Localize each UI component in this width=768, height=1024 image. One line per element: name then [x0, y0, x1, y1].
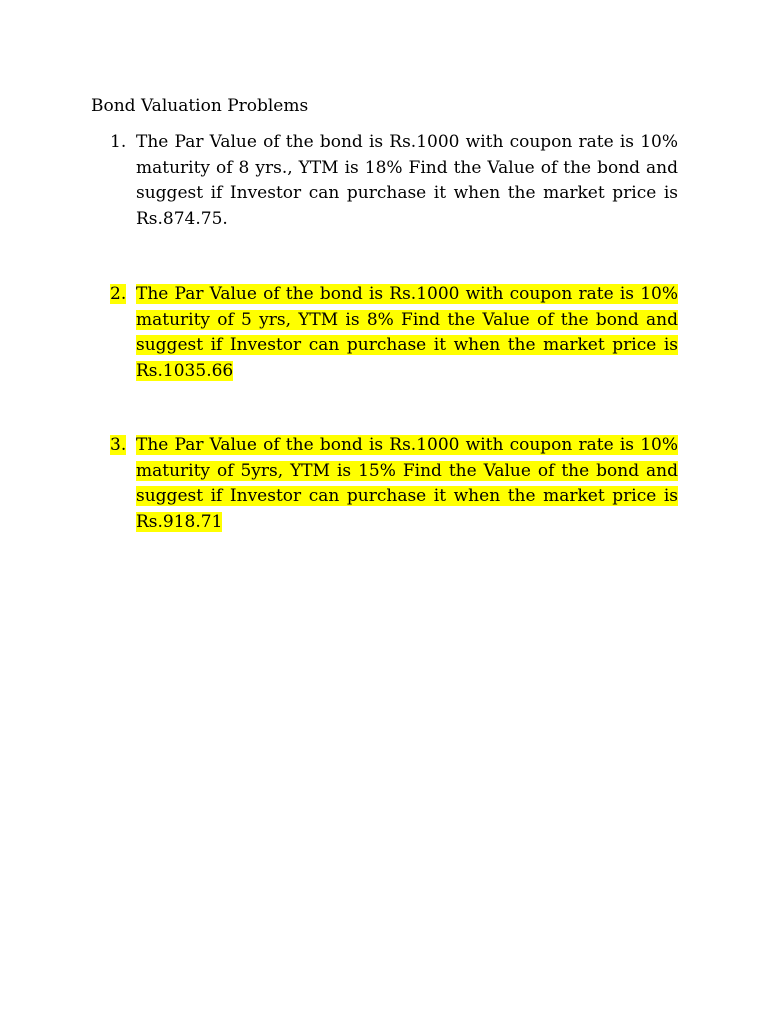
- problem-item-2: [110, 282, 678, 384]
- problem-item-3: [110, 433, 678, 535]
- document-title: Bond Valuation Problems: [91, 96, 309, 116]
- problem-number-text: 2.: [110, 284, 127, 304]
- problem-number: [110, 130, 136, 156]
- problem-text-block: [136, 130, 678, 232]
- problem-text: The Par Value of the bond is Rs.1000 with coupon rate is 10% maturity of 5yrs, YTM is 15% Find the Value of the bond and suggest if Investor can purchase it when the market price is Rs.918.71: [136, 435, 678, 532]
- problem-text: The Par Value of the bond is Rs.1000 with coupon rate is 10% maturity of 5 yrs, YTM is 8% Find the Value of the bond and suggest if Investor can purchase it when the market price is Rs.1035.66: [136, 284, 678, 381]
- problem-number-text: 3.: [110, 435, 127, 455]
- problem-number: [110, 282, 136, 308]
- problem-number: [110, 433, 136, 459]
- problem-text: The Par Value of the bond is Rs.1000 with coupon rate is 10% maturity of 8 yrs., YTM is 18% Find the Value of the bond and suggest if Investor can purchase it when the market price is Rs.874.75.: [136, 132, 678, 229]
- problem-text-block: [136, 282, 678, 384]
- problem-number-text: 1.: [110, 132, 127, 152]
- problem-text-block: [136, 433, 678, 535]
- problem-item-1: [110, 130, 678, 232]
